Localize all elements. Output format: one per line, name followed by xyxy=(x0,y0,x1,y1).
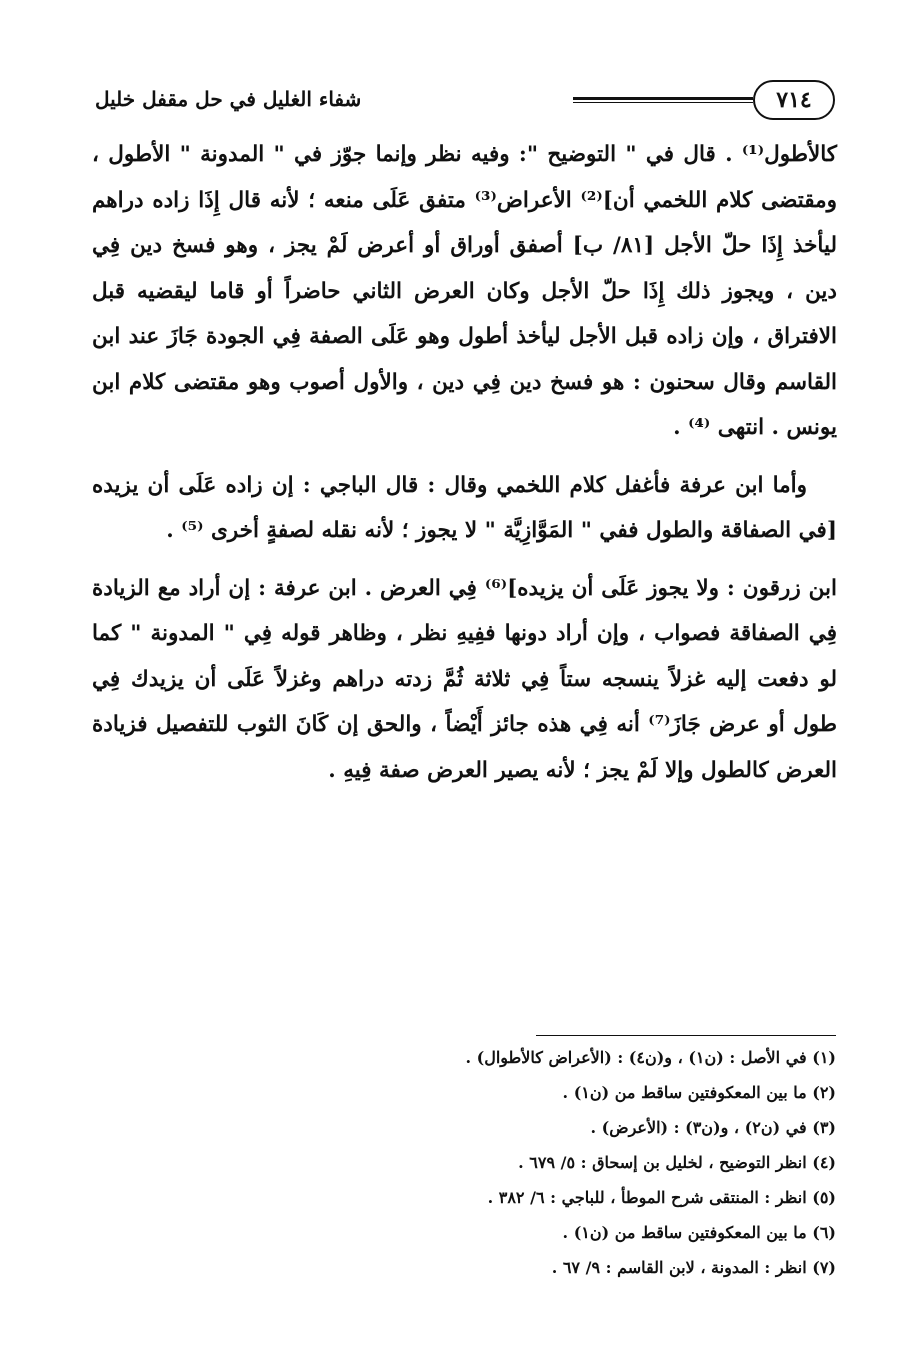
footnote-1: (١) في الأصل : (ن١) ، و(ن٤) : (الأعراض كالأطوال) . xyxy=(465,1048,836,1067)
running-title: شفاء الغليل في حل مقفل خليل xyxy=(95,87,362,111)
footnotes-list xyxy=(336,1040,836,1285)
footnote-6: (٦) ما بين المعكوفتين ساقط من (ن١) . xyxy=(562,1223,836,1242)
footnote-4: (٤) انظر التوضيح ، لخليل بن إسحاق : ٥/ ٦٧٩ . xyxy=(518,1153,836,1172)
footnote-3: (٣) في (ن٢) ، و(ن٣) : (الأعرض) . xyxy=(590,1118,836,1137)
header-rule xyxy=(573,97,753,103)
main-text xyxy=(92,132,837,793)
paragraph-1: كالأطول⁽¹⁾ . قال في " التوضيح ": وفيه نظر وإنما جوّز في " المدونة " الأطول ، ومقتضى كلام اللخمي أن]⁽²⁾ الأعراض⁽³⁾ متفق عَلَى منعه ؛ لأنه قال إِذَا زاده دراهم ليأخذ إِذَا حلّ الأجل [٨١/ ب] أصفق أوراق أو أعرض لَمْ يجز ، وهو فسخ دين فِي دين ، ويجوز ذلك إِذَا حلّ الأجل وكان العرض الثاني حاضراً أو قاما ليقضيه قبل الافتراق ، وإن زاده قبل الأجل ليأخذ أطول وهو عَلَى الصفة فِي الجودة جَازَ عند ابن القاسم وقال سحنون : هو فسخ دين فِي دين ، والأول أصوب وهو مقتضى كلام ابن يونس . انتهى ⁽⁴⁾ . xyxy=(92,142,837,440)
page-header xyxy=(95,80,835,124)
paragraph-2: وأما ابن عرفة فأغفل كلام اللخمي وقال : قال الباجي : إن زاده عَلَى أن يزيده [في الصفاقة والطول ففي " المَوَّازِيَّة " لا يجوز ؛ لأنه نقله لصفةٍ أخرى ⁽⁵⁾ . xyxy=(92,472,837,543)
footnote-2: (٢) ما بين المعكوفتين ساقط من (ن١) . xyxy=(562,1083,836,1102)
footnote-5: (٥) انظر : المنتقى شرح الموطأ ، للباجي : ٦/ ٣٨٢ . xyxy=(487,1188,836,1207)
footnote-7: (٧) انظر : المدونة ، لابن القاسم : ٩/ ٦٧ . xyxy=(551,1258,836,1277)
paragraph-3: ابن زرقون : ولا يجوز عَلَى أن يزيده]⁽⁶⁾ فِي العرض . ابن عرفة : إن أراد مع الزيادة فِي الصفاقة فصواب ، وإن أراد دونها ففِيهِ نظر ، وظاهر قوله فِي " المدونة " كما لو دفعت إليه غزلاً ينسجه ستاً فِي ثلاثة ثُمَّ زدته دراهم وغزلاً عَلَى أن يزيدك فِي طول أو عرض جَازَ⁽⁷⁾ أنه فِي هذه جائز أَيْضاً ، والحق إن كَانَ الثوب للتفصيل فزيادة العرض كالطول وإلا لَمْ يجز ؛ لأنه يصير العرض صفة فِيهِ . xyxy=(92,575,838,783)
footnote-separator xyxy=(536,1035,836,1036)
page-number-badge: ٧١٤ xyxy=(753,80,835,120)
